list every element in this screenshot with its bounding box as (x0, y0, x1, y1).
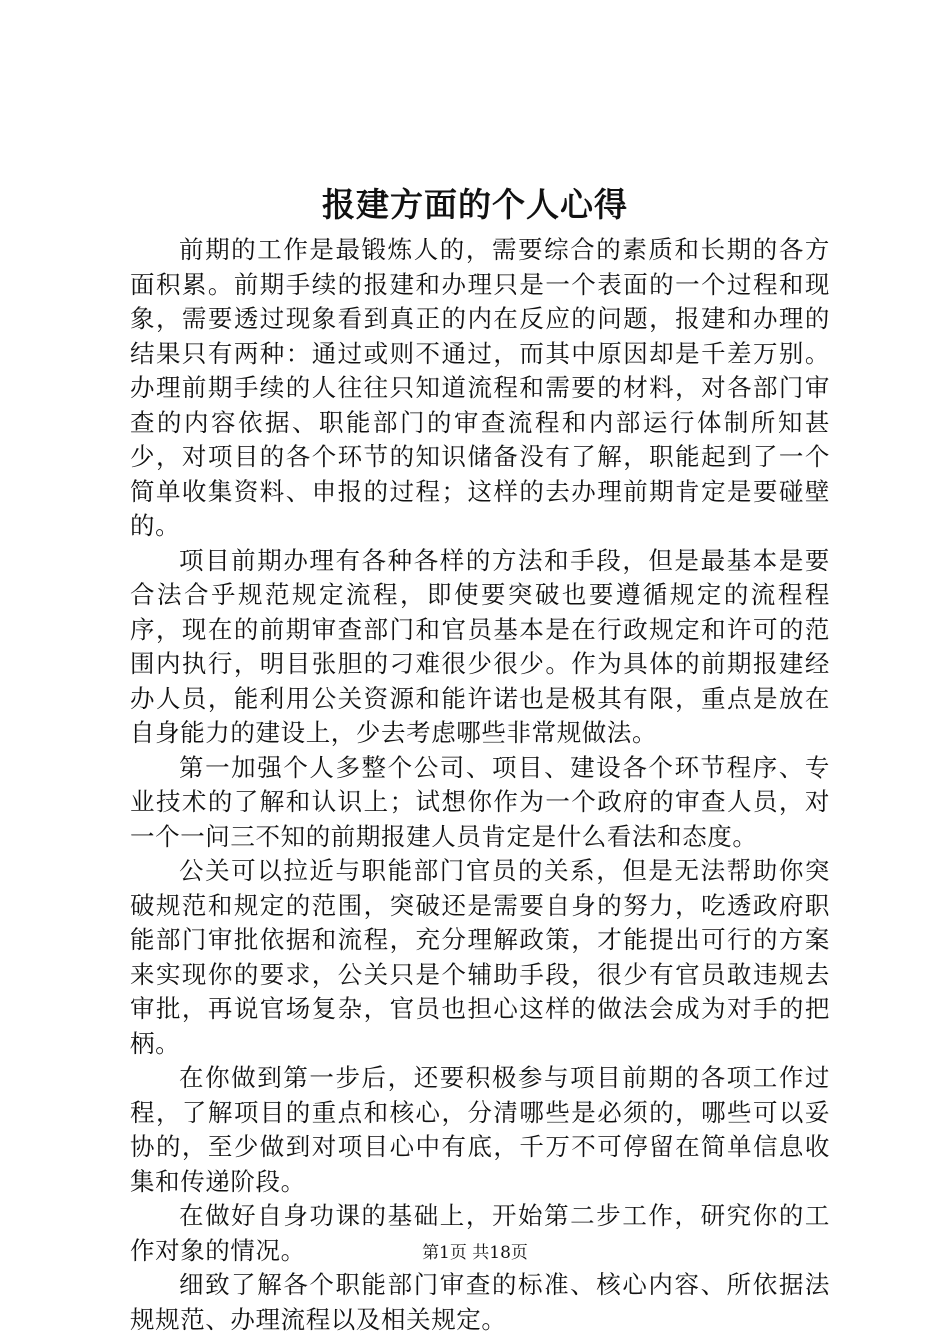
paragraph: 在做好自身功课的基础上，开始第二步工作，研究你的工作对象的情况。 (130, 1201, 830, 1265)
paragraph: 细致了解各个职能部门审查的标准、核心内容、所依据法规规范、办理流程以及相关规定。 (130, 1270, 830, 1334)
document-title: 报建方面的个人心得 (322, 185, 628, 224)
paragraph: 在你做到第一步后，还要积极参与项目前期的各项工作过程，了解项目的重点和核心，分清哪些是必须的，哪些可以妥协的，至少做到对项目心中有底，千万不可停留在简单信息收集和传递阶段。 (130, 1063, 830, 1196)
paragraph: 第一加强个人多整个公司、项目、建设各个环节程序、专业技术的了解和认识上；试想你作为一个政府的审查人员，对一个一问三不知的前期报建人员肯定是什么看法和态度。 (130, 752, 830, 851)
document-body (130, 233, 830, 1337)
paragraph: 前期的工作是最锻炼人的，需要综合的素质和长期的各方面积累。前期手续的报建和办理只是一个表面的一个过程和现象，需要透过现象看到真正的内在反应的问题，报建和办理的结果只有两种：通过或则不通过，而其中原因却是千差万别。办理前期手续的人往往只知道流程和需要的材料，对各部门审查的内容依据、职能部门的审查流程和内部运行体制所知甚少，对项目的各个环节的知识储备没有了解，职能起到了一个简单收集资料、申报的过程；这样的去办理前期肯定是要碰壁的。 (130, 235, 830, 540)
paragraph: 项目前期办理有各种各样的方法和手段，但是最基本是要合法合乎规范规定流程，即使要突破也要遵循规定的流程程序，现在的前期审查部门和官员基本是在行政规定和许可的范围内执行，明目张胆的刁难很少很少。作为具体的前期报建经办人员，能利用公关资源和能许诺也是极其有限，重点是放在自身能力的建设上，少去考虑哪些非常规做法。 (130, 545, 830, 747)
paragraph: 公关可以拉近与职能部门官员的关系，但是无法帮助你突破规范和规定的范围，突破还是需要自身的努力，吃透政府职能部门审批依据和流程，充分理解政策，才能提出可行的方案来实现你的要求，公关只是个辅助手段，很少有官员敢违规去审批，再说官场复杂，官员也担心这样的做法会成为对手的把柄。 (130, 856, 830, 1058)
page-number-footer: 第1页 共18页 (422, 1243, 528, 1263)
